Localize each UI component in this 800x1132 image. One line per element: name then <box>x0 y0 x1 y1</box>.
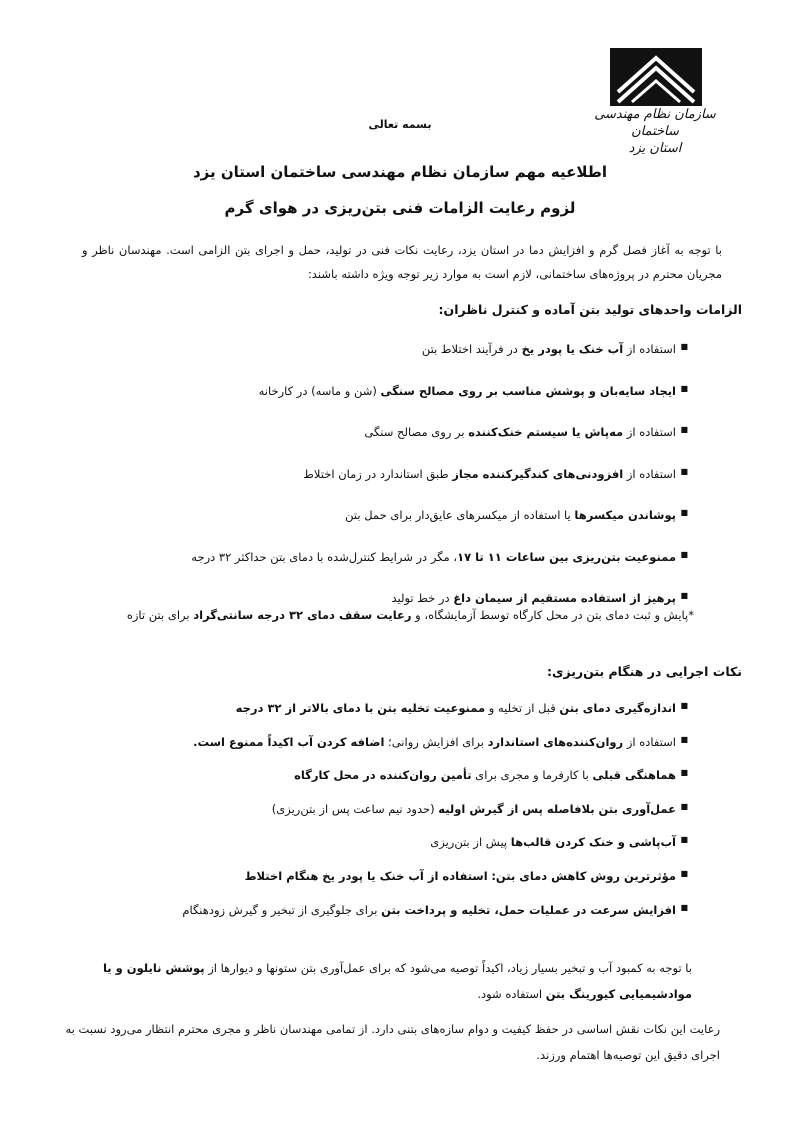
closing-paragraph: رعایت این نکات نقش اساسی در حفظ کیفیت و دوام سازه‌های بتنی دارد. از تمامی مهندسان ناظر و مجری محترم انتظار می‌رود نسبت به اجرای دقیق این توصیه‌ها اهتمام ورزند. <box>65 1022 720 1062</box>
section-1-heading: الزامات واحدهای تولید بتن آماده و کنترل ناظران: <box>438 302 742 317</box>
list-item: ■ استفاده از روان‌کننده‌های استاندارد برای افزایش روانی؛ اضافه کردن آب اکیداً ممنوع است. <box>88 735 688 769</box>
section-2-list <box>88 701 688 936</box>
list-item: ■ پرهیز از استفاده مستقیم از سیمان داغ در خط تولید <box>88 591 688 633</box>
announcement-title: اطلاعیه مهم سازمان نظام مهندسی ساختمان استان یزد <box>192 163 608 181</box>
list-item: ■ اندازه‌گیری دمای بتن قبل از تخلیه و ممنوعیت تخلیه بتن با دمای بالاتر از ۳۲ درجه <box>88 701 688 735</box>
list-item: ■ پوشاندن میکسرها یا استفاده از میکسرهای عایق‌دار برای حمل بتن <box>88 508 688 550</box>
logo-text-line2: استان یزد <box>628 141 682 156</box>
section-2-heading: نکات اجرایی در هنگام بتن‌ریزی: <box>547 664 742 679</box>
list-item: ■ ممنوعیت بتن‌ریزی بین ساعات ۱۱ تا ۱۷، مگر در شرایط کنترل‌شده با دمای بتن حداکثر ۳۲ درجه <box>88 550 688 592</box>
list-item: ■ هماهنگی قبلی با کارفرما و مجری برای تأمین روان‌کننده در محل کارگاه <box>88 768 688 802</box>
section-1-list <box>88 342 688 633</box>
logo-roof-icon <box>610 48 702 106</box>
basmala: بسمه تعالی <box>368 118 432 131</box>
list-item: ■ استفاده از افزودنی‌های کندگیرکننده مجاز طبق استاندارد در زمان اختلاط <box>88 467 688 509</box>
list-item: ■ استفاده از مه‌پاش یا سیستم خنک‌کننده بر روی مصالح سنگی <box>88 425 688 467</box>
temperature-note: *پایش و ثبت دمای بتن در محل کارگاه توسط آزمایشگاه، و رعایت سقف دمای ۳۲ درجه سانتی‌گراد برای بتن تازه <box>126 608 694 622</box>
curing-paragraph: با توجه به کمبود آب و تبخیر بسیار زیاد، اکیداً توصیه می‌شود که برای عمل‌آوری بتن ستونها و دیوارها از پوشش نایلون و یا موادشیمیایی کیورینگ بتن استفاده شود. <box>102 961 692 1001</box>
list-item: ■ افزایش سرعت در عملیات حمل، تخلیه و پرداخت بتن برای جلوگیری از تبخیر و گیرش زودهنگام <box>88 903 688 937</box>
organization-logo <box>570 48 740 156</box>
announcement-subtitle: لزوم رعایت الزامات فنی بتن‌ریزی در هوای گرم <box>224 199 576 217</box>
intro-paragraph: با توجه به آغاز فصل گرم و افزایش دما در استان یزد، رعایت نکات فنی در تولید، حمل و اجرای بتن الزامی است. مهندسان ناظر و مجریان محترم در پروژه‌های ساختمانی، لازم است به موارد زیر توجه ویژه داشته باشند: <box>82 243 722 281</box>
list-item: ■ ایجاد سایه‌بان و پوشش مناسب بر روی مصالح سنگی (شن و ماسه) در کارخانه <box>88 384 688 426</box>
list-item: ■ استفاده از آب خنک یا پودر یخ در فرآیند اختلاط بتن <box>88 342 688 384</box>
list-item: ■ آب‌پاشی و خنک کردن قالب‌ها پیش از بتن‌ریزی <box>88 835 688 869</box>
logo-text <box>570 106 740 157</box>
list-item: ■ مؤثرترین روش کاهش دمای بتن: استفاده از آب خنک یا پودر یخ هنگام اختلاط <box>88 869 688 903</box>
list-item: ■ عمل‌آوری بتن بلافاصله پس از گیرش اولیه (حدود نیم ساعت پس از بتن‌ریزی) <box>88 802 688 836</box>
logo-text-line1: سازمان نظام مهندسی ساختمان <box>594 107 716 139</box>
